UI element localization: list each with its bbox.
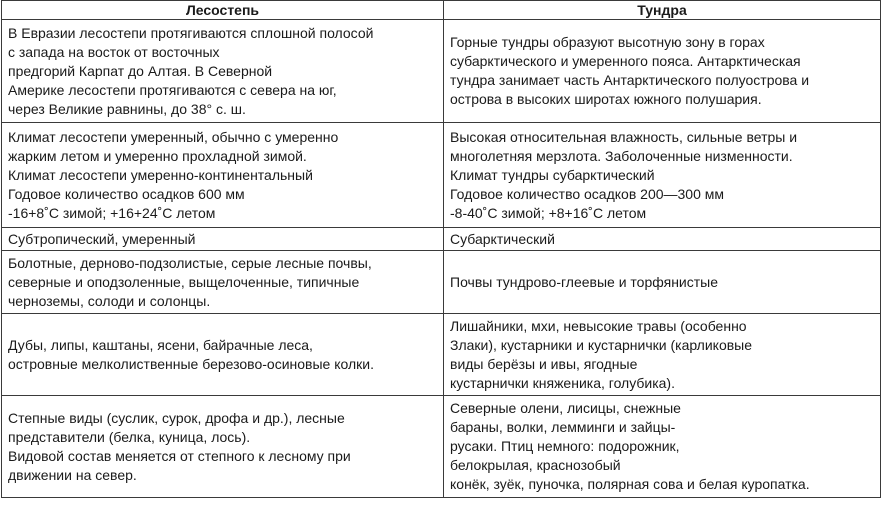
text-line: конёк, зуёк, пуночка, полярная сова и белая куропатка.	[450, 476, 810, 492]
text-line: через Великие равнины, до 38° с. ш.	[8, 100, 246, 117]
cell-tundra-climate-zone	[444, 228, 881, 251]
text-line: островные мелколиственные березово-осиновые колки.	[8, 355, 374, 372]
text-line: движении на север.	[8, 466, 137, 483]
text-line: Климат тундры субарктический	[450, 166, 655, 183]
table-row-vegetation	[2, 314, 881, 396]
cell-forest-steppe-distribution	[2, 20, 444, 123]
cell-tundra-distribution	[444, 20, 881, 123]
text-line: виды берёзы и ивы, ягодные	[450, 355, 638, 372]
text-line: Америке лесостепи протягиваются с севера на юг,	[8, 81, 337, 98]
text-line: черноземы, солоди и солонцы.	[8, 292, 211, 309]
text-line: Климат лесостепи умеренно-континентальный	[8, 166, 313, 183]
text-line: Горные тундры образуют высотную зону в горах	[450, 34, 765, 50]
text-line: бараны, волки, лемминги и зайцы-	[450, 419, 676, 435]
text-line: Субарктический	[450, 230, 555, 247]
cell-forest-steppe-fauna	[2, 396, 444, 498]
table-row-fauna	[2, 396, 881, 498]
cell-tundra-climate	[444, 123, 881, 228]
cell-tundra-fauna	[444, 396, 881, 498]
table-row-climate	[2, 123, 881, 228]
text-line: Болотные, дерново-подзолистые, серые лесные почвы,	[8, 254, 372, 271]
header-row	[2, 1, 881, 20]
text-line: с запада на восток от восточных	[8, 43, 220, 60]
text-line: Видовой состав меняется от степного к лесному при	[8, 447, 351, 464]
header-forest-steppe: Лесостепь	[2, 1, 444, 20]
text-line: Субтропический, умеренный	[8, 230, 196, 247]
text-line: предгорий Карпат до Алтая. В Северной	[8, 62, 273, 79]
text-line: Климат лесостепи умеренный, обычно с умеренно	[8, 128, 339, 145]
text-line: субарктического и умеренного пояса. Антарктическая	[450, 53, 801, 69]
text-line: Годовое количество осадков 200—300 мм	[450, 185, 725, 202]
text-line: кустарнички княженика, голубика).	[450, 374, 675, 391]
text-line: представители (белка, куница, лось).	[8, 428, 251, 445]
text-line: белокрылая, краснозобый	[450, 457, 621, 473]
table-row-climate-zone	[2, 228, 881, 251]
text-line: жарким летом и умеренно прохладной зимой.	[8, 147, 307, 164]
text-line: многолетняя мерзлота. Заболоченные низменности.	[450, 147, 793, 164]
text-line: -16+8˚С зимой; +16+24˚С летом	[8, 204, 216, 221]
text-line: Злаки), кустарники и кустарнички (карликовые	[450, 336, 753, 353]
header-tundra: Тундра	[444, 1, 881, 20]
text-line: -8-40˚С зимой; +8+16˚С летом	[450, 204, 647, 221]
cell-forest-steppe-vegetation	[2, 314, 444, 396]
text-line: Почвы тундрово-глеевые и торфянистые	[450, 273, 719, 290]
text-line: Годовое количество осадков 600 мм	[8, 185, 245, 202]
cell-tundra-soils	[444, 251, 881, 314]
text-line: северные и оподзоленные, выщелоченные, типичные	[8, 273, 360, 290]
cell-forest-steppe-soils	[2, 251, 444, 314]
text-line: Степные виды (суслик, сурок, дрофа и др.), лесные	[8, 409, 345, 426]
text-line: Лишайники, мхи, невысокие травы (особенно	[450, 317, 747, 334]
text-line: Высокая относительная влажность, сильные ветры и	[450, 128, 798, 145]
text-line: тундра занимает часть Антарктического полуострова и	[450, 72, 810, 88]
cell-tundra-vegetation	[444, 314, 881, 396]
text-line: В Евразии лесостепи протягиваются сплошной полосой	[8, 24, 374, 41]
cell-forest-steppe-climate	[2, 123, 444, 228]
text-line: русаки. Птиц немного: подорожник,	[450, 438, 680, 454]
table-row-soils	[2, 251, 881, 314]
cell-forest-steppe-climate-zone	[2, 228, 444, 251]
text-line: острова в высоких широтах южного полушария.	[450, 91, 762, 107]
comparison-table	[1, 0, 881, 498]
text-line: Дубы, липы, каштаны, ясени, байрачные леса,	[8, 336, 313, 353]
text-line: Северные олени, лисицы, снежные	[450, 400, 681, 416]
table-row-distribution	[2, 20, 881, 123]
